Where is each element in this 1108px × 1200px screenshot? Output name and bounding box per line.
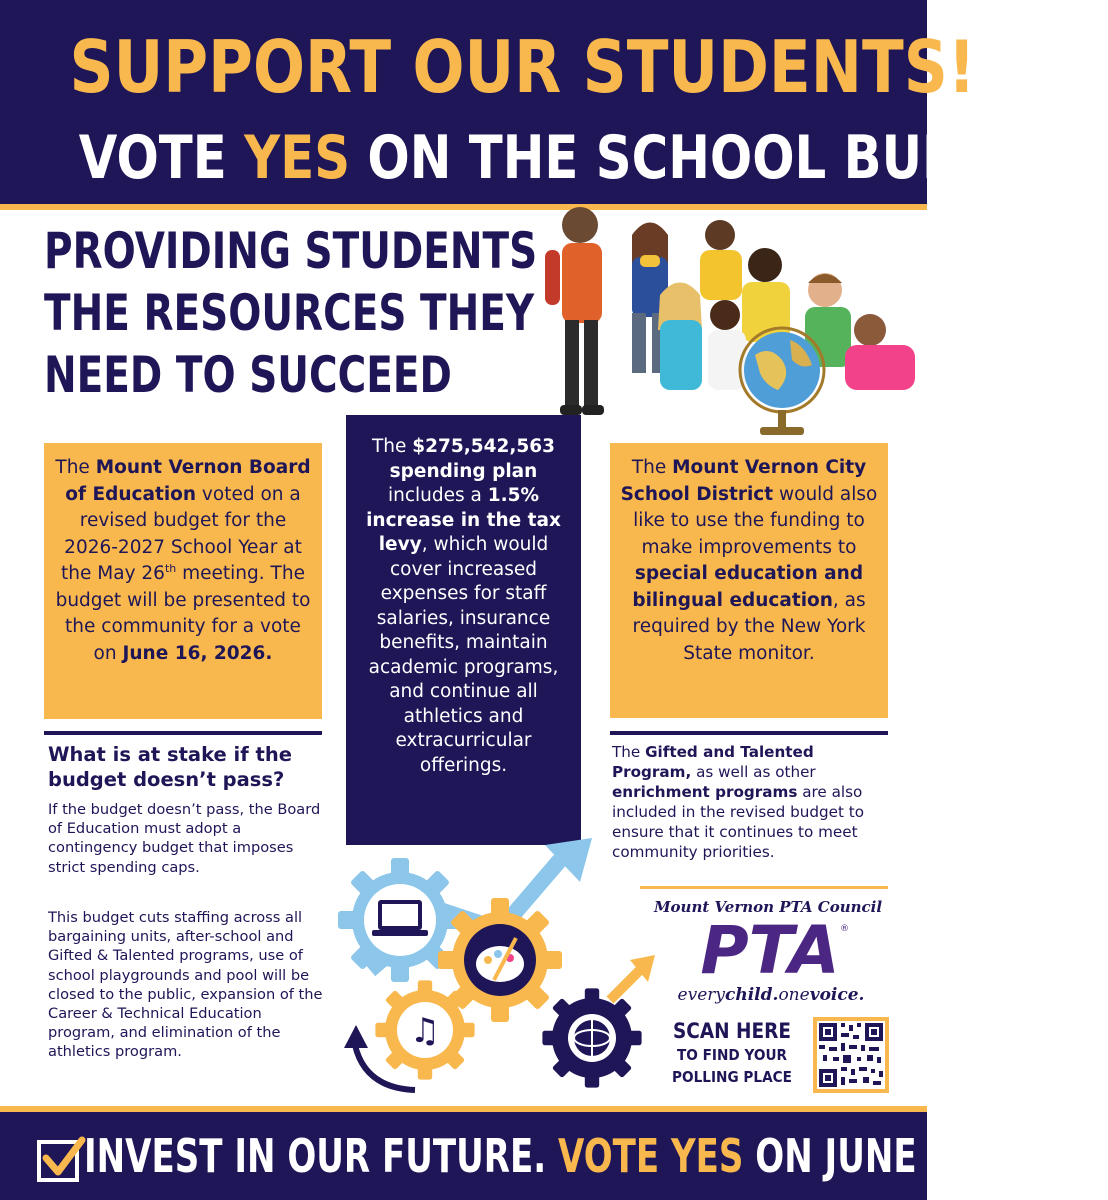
right-box-bold-2: special education and bilingual education: [632, 563, 864, 611]
student-tall: [545, 207, 604, 415]
qr-code-icon[interactable]: [813, 1017, 889, 1093]
left-box-text-2: voted on a revised budget for the 2026-2027 School Year at the May 26: [61, 483, 302, 584]
footer-vote-yes: VOTE YES: [557, 1129, 744, 1183]
students-photo: [520, 195, 927, 445]
subtitle-yes: YES: [244, 123, 351, 193]
right-box-text-2: would also like to use the funding to make improvements to: [633, 483, 878, 558]
tag-child: child.: [725, 985, 779, 1005]
left-box-text-1: The: [55, 457, 96, 478]
tag-every: every: [677, 985, 725, 1005]
footer-date: ON JUNE 16, 2026.: [743, 1129, 1108, 1183]
checkbox-check-icon: [36, 1136, 84, 1184]
music-gear: [375, 980, 474, 1079]
subtitle-vote: VOTE: [78, 123, 245, 193]
stake-rule: [44, 731, 322, 735]
svg-text:PTA: PTA: [700, 912, 840, 989]
stake-paragraph-1: If the budget doesn’t pass, the Board of Education must adopt a contingency budget that imposes strict spending caps.: [48, 801, 321, 876]
gifted-bold-2: enrichment programs: [612, 783, 798, 801]
header-banner: [0, 0, 1073, 205]
gifted-text-3: are also included in the revised budget to ensure that it continues to meet community priorities.: [612, 783, 865, 861]
main-title: SUPPORT OUR STUDENTS!: [69, 25, 976, 109]
small-arrow-icon: [610, 970, 640, 1000]
spending-plan-column: [346, 415, 581, 845]
mid-text-1: The: [371, 436, 413, 457]
left-box-bold-2: June 16, 2026.: [122, 642, 273, 664]
pta-logo: [690, 912, 850, 989]
svg-text:®: ®: [840, 924, 849, 934]
pta-gold-rule: [640, 886, 888, 889]
pta-council-name: Mount Vernon PTA Council: [653, 898, 883, 916]
scan-here-text: SCAN HERE: [672, 1019, 792, 1043]
gifted-rule: [610, 731, 888, 735]
tag-voice: voice.: [809, 985, 865, 1005]
stake-paragraph-2: This budget cuts staffing across all bargaining units, after-school and Gifted & Talented programs, use of school playgrounds and pool will be closed to the public, expansion of the Career & Technical Education program, and elimination of the athletics program.: [48, 909, 323, 1061]
spending-plan-text: [346, 415, 581, 778]
footer-text: [84, 1128, 1108, 1184]
subtitle-rest: ON THE SCHOOL BUDGET: [350, 123, 1073, 193]
student-blonde: [658, 283, 702, 391]
laptop-icon: [372, 900, 428, 936]
subtitle: [78, 118, 1073, 198]
headline-line-1: PROVIDING STUDENTS: [44, 222, 538, 280]
globe-gear: [542, 988, 641, 1087]
pta-tagline: [646, 985, 896, 1005]
headline-line-2: THE RESOURCES THEY: [44, 284, 535, 342]
music-note-icon: ♫: [409, 1011, 441, 1051]
left-box-text-3: meeting. The budget will be presented to the community for a vote on: [55, 563, 311, 664]
gifted-text-1: The: [612, 743, 646, 761]
scan-instructions: [652, 1018, 812, 1088]
left-box-sup: th: [164, 561, 177, 575]
gifted-bold-1: Gifted and Talented Program,: [612, 743, 814, 781]
left-box-bold-1: Mount Vernon Board of Education: [65, 457, 311, 505]
tag-one: one: [778, 985, 810, 1005]
right-box-text-1: The: [631, 457, 673, 478]
school-district-box: [610, 443, 888, 718]
mid-bold-1: $275,542,563 spending plan: [389, 436, 556, 482]
footer-invest: INVEST IN OUR FUTURE.: [84, 1129, 558, 1183]
stake-heading: What is at stake if the budget doesn’t pass?: [48, 743, 292, 791]
mid-bold-2: 1.5% increase in the tax levy: [366, 485, 561, 555]
headline-line-3: NEED TO SUCCEED: [44, 346, 452, 404]
mid-text-3: , which would cover increased expenses for staff salaries, insurance benefits, maintain academic programs, and continue all athletics and extracurricular offerings.: [368, 534, 559, 776]
right-box-bold-1: Mount Vernon City School District: [620, 457, 867, 505]
school-district-text: [610, 443, 888, 667]
student-pink: [845, 314, 915, 390]
gears-illustration: [330, 820, 660, 1102]
mid-text-2: includes a: [387, 485, 488, 506]
to-find-text: TO FIND YOUR: [676, 1046, 788, 1064]
gifted-text-2: as well as other: [691, 763, 816, 781]
board-of-education-text: [44, 443, 322, 667]
polling-place-text: POLLING PLACE: [671, 1068, 792, 1086]
headline: [44, 220, 564, 406]
board-of-education-box: [44, 443, 322, 719]
right-box-text-3: , as required by the New York State monitor.: [632, 589, 866, 664]
student-yellow: [700, 220, 742, 300]
